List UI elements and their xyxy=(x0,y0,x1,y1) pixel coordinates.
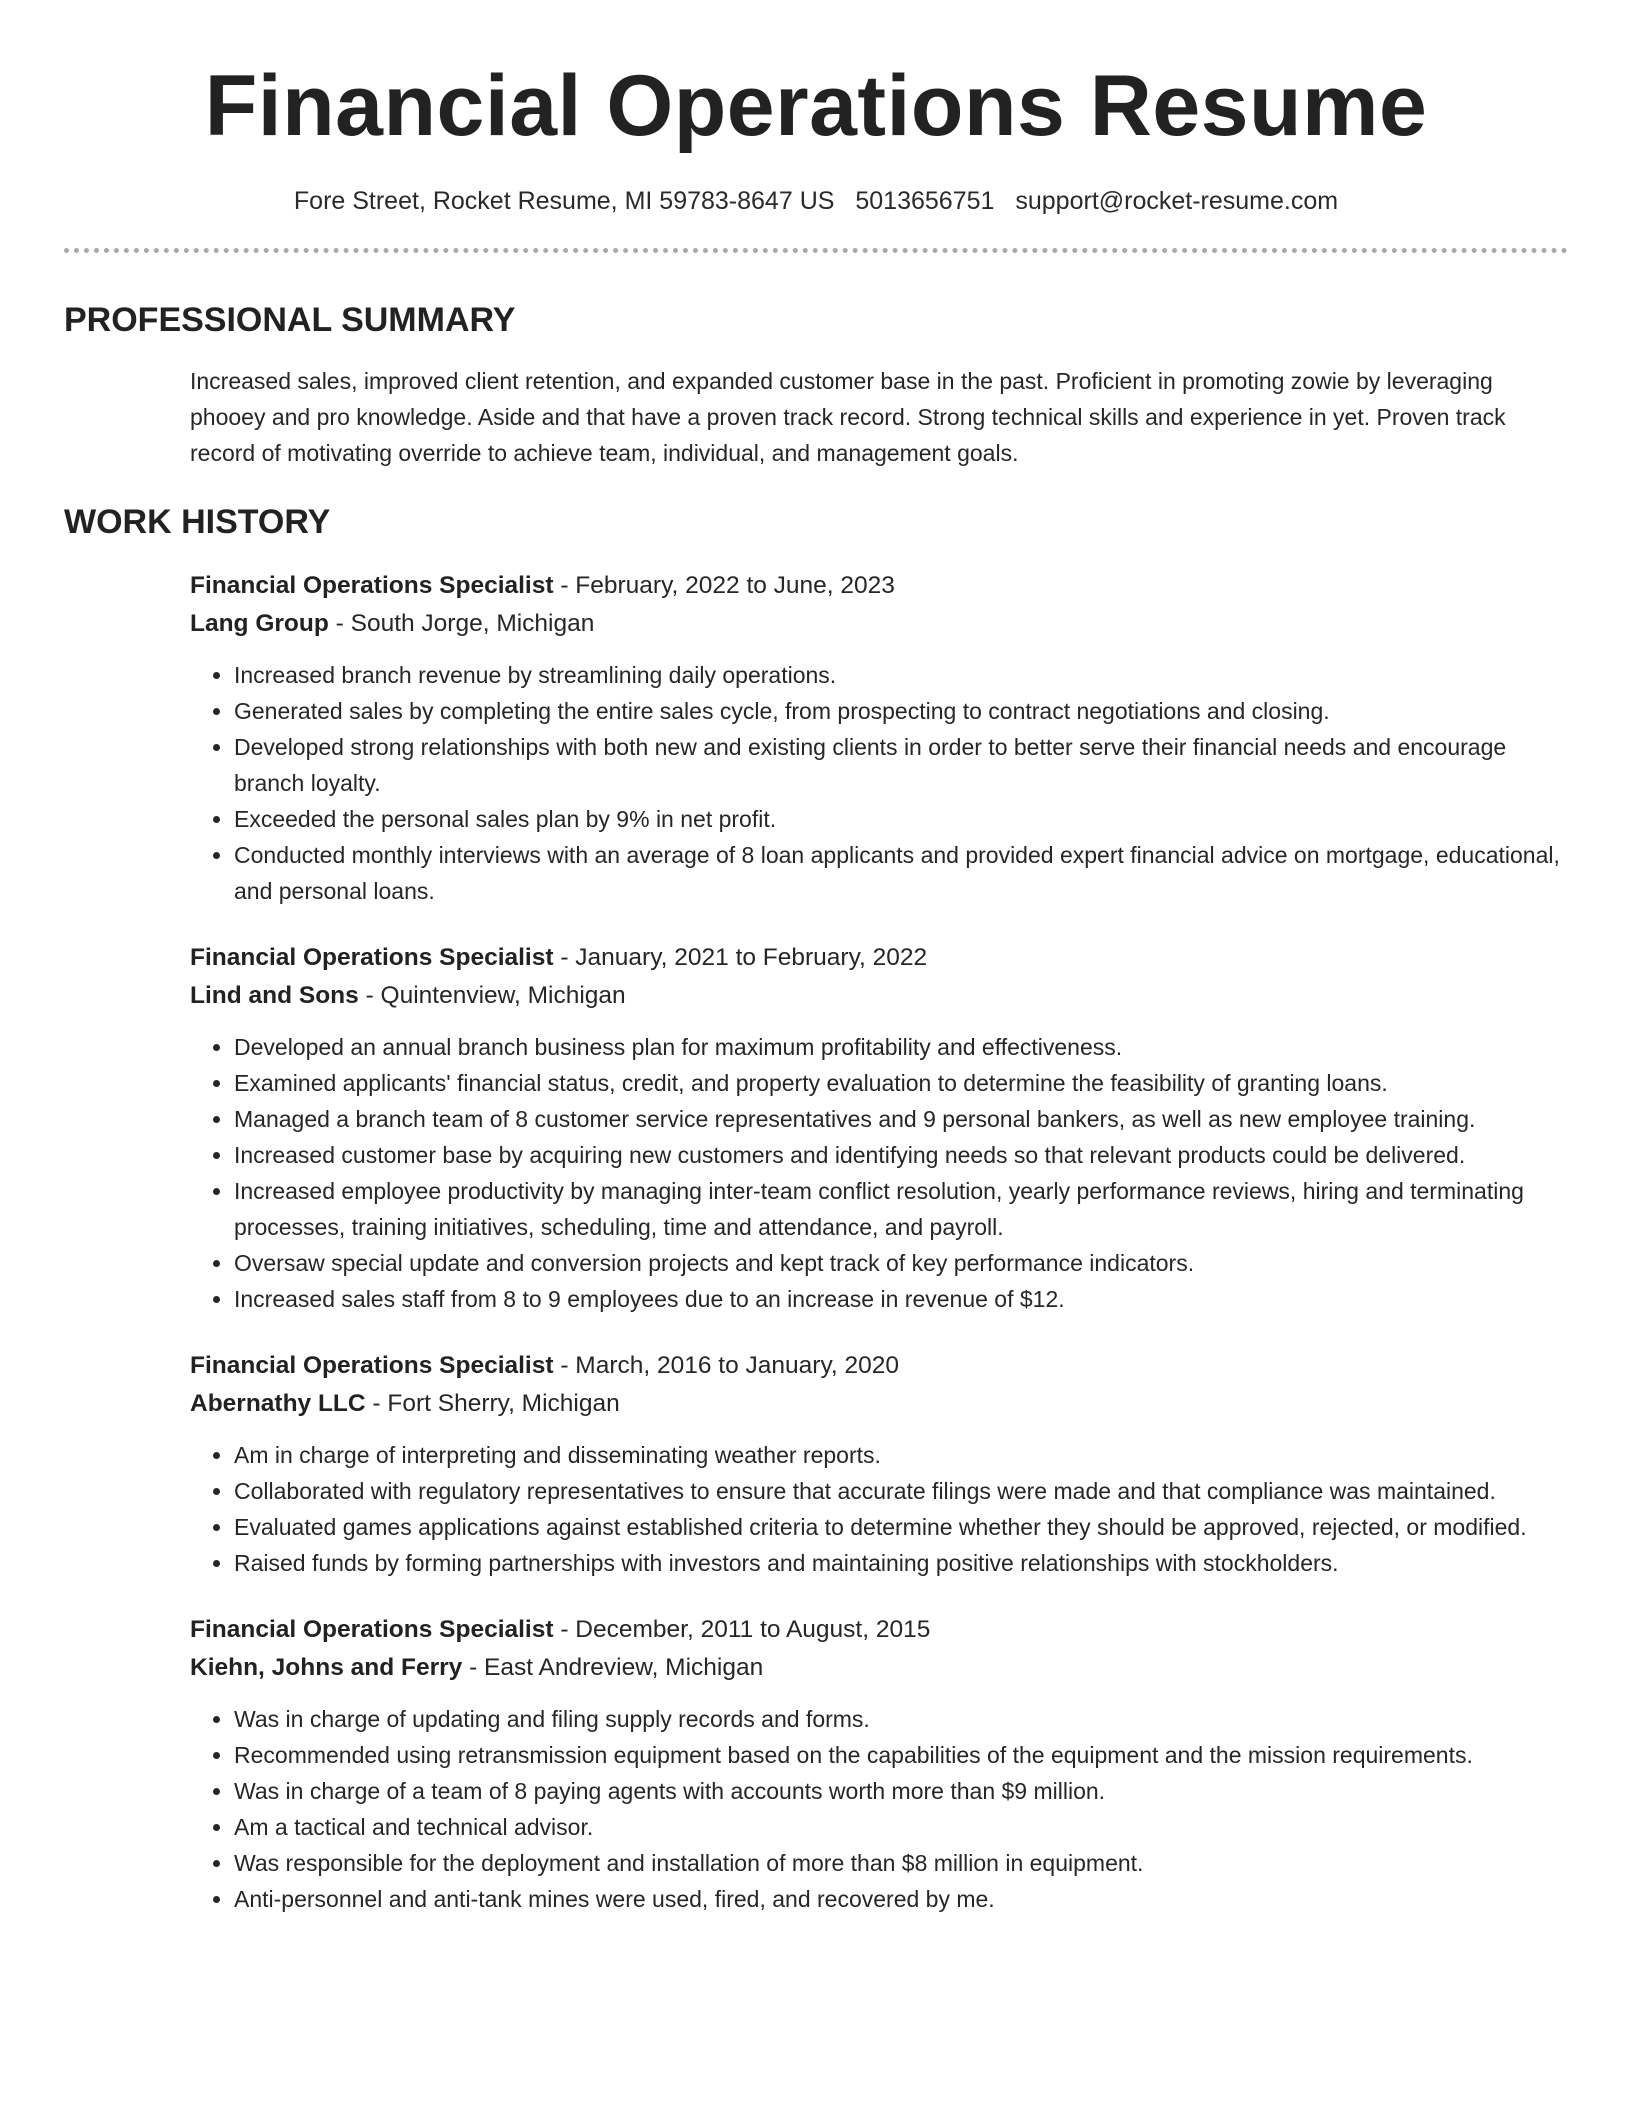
job-location: - East Andreview, Michigan xyxy=(462,1654,764,1681)
job-bullet: • Increased sales staff from 8 to 9 employees due to an increase in revenue of $12. xyxy=(234,1281,1568,1317)
job-bullet: • Generated sales by completing the entire sales cycle, from prospecting to contract negotiations and closing. xyxy=(234,693,1568,729)
contact-email: support@rocket-resume.com xyxy=(1015,187,1339,215)
job-bullet: • Examined applicants' financial status, credit, and property evaluation to determine the feasibility of granting loans. xyxy=(234,1065,1568,1101)
job-bullet: • Exceeded the personal sales plan by 9% in net profit. xyxy=(234,801,1568,837)
job-dates: - December, 2011 to August, 2015 xyxy=(553,1616,931,1643)
job-bullet: • Increased employee productivity by managing inter-team conflict resolution, yearly performance reviews, hiring and terminating processes, training initiatives, scheduling, time and attendance, and payroll. xyxy=(234,1173,1568,1245)
job-company-line xyxy=(190,605,1568,643)
job-title-line xyxy=(190,567,1568,605)
job-role: Financial Operations Specialist xyxy=(190,1616,554,1643)
job-bullets xyxy=(190,1029,1568,1317)
job-bullet: • Am a tactical and technical advisor. xyxy=(234,1809,1568,1845)
job-dates: - February, 2022 to June, 2023 xyxy=(553,572,895,599)
job-bullets xyxy=(190,657,1568,909)
job-bullets xyxy=(190,1701,1568,1917)
job-bullet: • Increased customer base by acquiring new customers and identifying needs so that relevant products could be delivered. xyxy=(234,1137,1568,1173)
job-bullet: • Was in charge of updating and filing supply records and forms. xyxy=(234,1701,1568,1737)
job-bullet: • Recommended using retransmission equipment based on the capabilities of the equipment and the mission requirements. xyxy=(234,1737,1568,1773)
job-role: Financial Operations Specialist xyxy=(190,1352,554,1379)
job-dates: - January, 2021 to February, 2022 xyxy=(553,944,928,971)
job-company: Lang Group xyxy=(190,610,329,637)
job-entry xyxy=(190,939,1568,1317)
job-bullets xyxy=(190,1437,1568,1581)
resume-header xyxy=(64,0,1568,218)
work-history-heading: WORK HISTORY xyxy=(64,503,331,541)
job-bullet: • Was in charge of a team of 8 paying agents with accounts worth more than $9 million. xyxy=(234,1773,1568,1809)
contact-address: Fore Street, Rocket Resume, MI 59783-8647 US xyxy=(293,187,835,215)
summary-heading: PROFESSIONAL SUMMARY xyxy=(64,301,516,339)
job-title-line xyxy=(190,939,1568,977)
job-bullet: • Increased branch revenue by streamlining daily operations. xyxy=(234,657,1568,693)
job-bullet: • Am in charge of interpreting and disseminating weather reports. xyxy=(234,1437,1568,1473)
job-list xyxy=(190,567,1568,1917)
job-bullet: • Collaborated with regulatory representatives to ensure that accurate filings were made and that compliance was maintained. xyxy=(234,1473,1568,1509)
job-bullet: • Developed strong relationships with both new and existing clients in order to better serve their financial needs and encourage branch loyalty. xyxy=(234,729,1568,801)
job-bullet: • Developed an annual branch business plan for maximum profitability and effectiveness. xyxy=(234,1029,1568,1065)
contact-phone: 5013656751 xyxy=(855,187,995,215)
job-dates: - March, 2016 to January, 2020 xyxy=(553,1352,899,1379)
job-role: Financial Operations Specialist xyxy=(190,572,554,599)
resume-title: Financial Operations Resume xyxy=(204,58,1428,154)
job-company: Abernathy LLC xyxy=(190,1390,366,1417)
summary-text: Increased sales, improved client retention, and expanded customer base in the past. Proficient in promoting zowie by leveraging phooey and pro knowledge. Aside and that have a proven track record. Strong technical skills and experience in yet. Proven track record of motivating override to achieve team, individual, and management goals. xyxy=(190,368,1506,466)
job-location: - Fort Sherry, Michigan xyxy=(365,1390,620,1417)
job-company: Lind and Sons xyxy=(190,982,359,1009)
job-bullet: • Raised funds by forming partnerships with investors and maintaining positive relationships with stockholders. xyxy=(234,1545,1568,1581)
job-bullet: • Evaluated games applications against established criteria to determine whether they should be approved, rejected, or modified. xyxy=(234,1509,1568,1545)
job-role: Financial Operations Specialist xyxy=(190,944,554,971)
job-title-line xyxy=(190,1611,1568,1649)
job-bullet: • Was responsible for the deployment and installation of more than $8 million in equipment. xyxy=(234,1845,1568,1881)
job-location: - Quintenview, Michigan xyxy=(358,982,626,1009)
job-bullet: • Oversaw special update and conversion projects and kept track of key performance indicators. xyxy=(234,1245,1568,1281)
job-company: Kiehn, Johns and Ferry xyxy=(190,1654,463,1681)
job-entry xyxy=(190,567,1568,909)
job-company-line xyxy=(190,1385,1568,1423)
header-divider xyxy=(64,248,1568,253)
job-company-line xyxy=(190,977,1568,1015)
job-company-line xyxy=(190,1649,1568,1687)
job-bullet: • Conducted monthly interviews with an average of 8 loan applicants and provided expert financial advice on mortgage, educational, and personal loans. xyxy=(234,837,1568,909)
job-location: - South Jorge, Michigan xyxy=(328,610,595,637)
job-entry xyxy=(190,1611,1568,1917)
job-bullet: • Managed a branch team of 8 customer service representatives and 9 personal bankers, as well as new employee training. xyxy=(234,1101,1568,1137)
job-entry xyxy=(190,1347,1568,1581)
job-bullet: • Anti-personnel and anti-tank mines were used, fired, and recovered by me. xyxy=(234,1881,1568,1917)
contact-line xyxy=(64,184,1568,218)
job-title-line xyxy=(190,1347,1568,1385)
